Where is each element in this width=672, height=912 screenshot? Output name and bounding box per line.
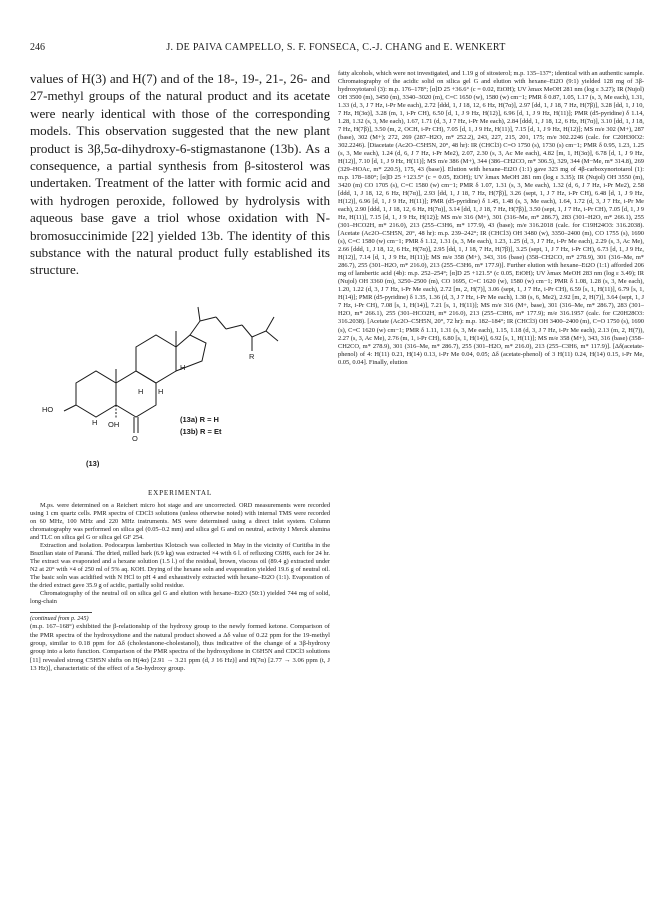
compound-label-13b: (13b) R = Et — [180, 426, 222, 436]
left-column — [30, 70, 330, 673]
atom-label-ho: HO — [42, 404, 54, 414]
atom-label-o: O — [132, 433, 138, 443]
experimental-paragraph-1: M.ps. were determined on a Reichert micro hot stage and are uncorrected. ORD measurements were recorded using 1 cm quartz cells. PMR spectra of CDCl3 solutions (unless otherwise noted) with internal TMS were recorded on 60 MHz, 100 MHz and 220 MHz instruments. MS were determined using a direct inlet system. Column chromatography was performed on silica gel (0.05–0.2 mm) and silica gel G and on neutral, activity I Merck alumina and TLC on silica gel G or silica gel GF 254. — [30, 501, 330, 542]
continued-from-note: (continued from p. 245) — [30, 612, 92, 622]
atom-label-r: R — [249, 351, 255, 361]
right-column — [338, 70, 644, 367]
experimental-paragraph-2: Extraction and isolation. Podocarpus lambertius Klotzsch was collected in May in the vicinity of Curitiba in the Brazilian state of Paraná. The dried, milled bark (6.9 kg) was extracted ×4 with 6 l. of refluxing C6H6, each for 24 hr. The extract was evaporated and a hexane solution (1.5 l.) of the residual, brown, viscous oil (89.4 g) extracted under N2 at 20° with ×4 of 250 ml of 5% aq. KOH. Drying of the hexane soln and evaporation yielded 19.6 g of neutral oil. The basic soln was acidified with N HCl to pH 4 and exhaustively extracted with hexane–Et2O (1:1). Evaporation of the dried extract gave 35.9 g of acidic, partially solid residue. — [30, 542, 330, 590]
right-column-text: fatty alcohols, which were not investigated, and 1.19 g of sitosterol; m.p. 135–137°; identical with an authentic sample. Chromatography of the acidic solid on silica gel G and elution with hexane–Et2O (9:1) yielded 128 mg of 3β-hydroxytotarol (3): m.p. 176–178°; [α]D 25 +36.6° (c = 0.02, EtOH); UV λmax MeOH 281 nm (log ε 3.27); IR (Nujol) OH 3500 (m), 3450 (m), 3340–3020 (m), C=C 1650 (w), 1580 (w) cm−1; PMR δ 0.87, 1.05, 1.17 (s, 3, Me each), 1.31, 1.33 (d, 3, J 7 Hz, i-Pr Me each), 2.72 [ddd, 1, J 18, 12, 6 Hz, H(7α)], 2.97 [dd, 1, J 18, 7 Hz, H(7β)], 3.28 [dd, 1, J 10, 7 Hz, H(3α)], 3.28 (m, 1, i-Pr CH), 6.50 [d, 1, J 9 Hz, H(12)], 6.96 [d, 1, J 9 Hz, H(11)]; PMR (d5-pyridine) δ 1.14, 1.28, 1.32 (s, 3, Me each), 1.67, 1.71 (d, 3, J 7 Hz, i-Pr Me each), 2.84 [ddd, 1, J 18, 12, 6 Hz, H(7α)], 3.10 [dd, 1, J 18, 7 Hz, H(7β)], 3.50 (m, 2, OCH, i-Pr CH), 7.05 [d, 1, J 9 Hz, H(11)], 7.15 [d, 1, J 9 Hz, H(12)]; MS m/e 302 (M+), 287 (base), 302 (M+); 272, 269 (287–H2O, m* 252.2), 243, 227, 215, 201, 175; m/e 302.2246 (calc. for C20H30O2: 302.2246). [Diacetate (Ac2O–C5H5N, 20°, 48 hr): IR (CHCl3) C=O 1750 (s), 1730 (s) cm−1; PMR δ 0.95, 1.23, 1.25 (s, 3, Me each), 1.24 (d, 6, J 7 Hz, i-Pr Me2), 2.07, 2.30 (s, 3, Ac Me each), 4.82 [m, 1, H(3α)], 6.78 [d, 1, J 9 Hz, H(12)], 7.10 [d, 1, J 9 Hz, H(11)]; MS m/e 386 (M+), 344 (386–CH2CO, m* 306.5), 329, 344 (M−Me, m* 314.8), 269 (329–HOAc, m* 220.5), 175, 43 (base)]. Elution with hexane–Et2O (1:1) gave 323 mg of 4β-carboxynortotarol (1): m.p. 178–180°; [α]D 25 +123.5° (c = 0.05, EtOH); UV λmax MeOH 281 nm (log ε 3.35); IR (Nujol) OH 3550 (m), 3420 (m) CO 1705 (s), C=C 1580 (w) cm−1; PMR δ 1.07, 1.31 (s, 3, Me each), 1.32 (d, 6, J 7 Hz, i-Pr Me2), 2.58 [ddd, 1, J 18, 12, 6 Hz, H(7α)], 2.93 [dd, 1, J 18, 7 Hz, H(7β)], 3.26 (sept, 1, J 7 Hz, i-Pr CH), 6.48 [d, 1, J 9 Hz, H(12)], 6.96 [d, 1, J 9 Hz, H(11)]; PMR (d5-pyridine) δ 1.45, 1.48 (s, 3, Me each), 1.64, 1.72 (d, 3, J 7 Hz, i-Pr Me each), 2.90 [ddd, 1, J 18, 12, 6 Hz, H(7α)], 3.14 [dd, 1, J 18, 7 Hz, H(7β)], 3.50 (sept, 1, J 7 Hz, i-Pr CH), 7.05 [d, 1, J 9 Hz, H(11)], 7.15 [d, 1, J 9 Hz, H(12)]; MS m/e 316 (M+), 301 (316–Me, m* 286.7), 283 (301–H2O, m* 266.1), 255 (301–HCO2H, m* 216.0), 213 (255–C3H6, m* 177.9), 43 (base); m/e 316.2018 (calc. for C19H24O3: 316.2038). [Acetate (Ac2O–C5H5N, 20°, 48 hr): m.p. 239–242°; IR (CHCl3) OH 3480 (w), 3350–2400 (m), CO 1755 (s), 1690 (s), C=C 1580 (w) cm−1; PMR δ 1.12, 1.31 (s, 3, Me each), 1.23, 1.25 (d, 3, J 7 Hz, i-Pr Me each), 2.29 (s, 3, Ac Me), 2.66 [ddd, 1, J 18, 12, 6 Hz, H(7α)], 2.95 [dd, 1, J 18, 7 Hz, H(7β)], 3.25 (sept, 1, J 7 Hz, i-Pr CH), 6.73 [d, 1, J 9 Hz, H(12)], 7.14 [d, 1, J 9 Hz, H(11)]; MS m/e 358 (M+), 343, 316 (base) (358–CH2CO, m* 278.9), 301 (316–Me, m* 286.7), 255 (301–H2O, m* 216.0), 213 (255–C3H6, m* 177.9)]. Further elution with hexane–Et2O (1:1) afforded 206 mg of lambertic acid (4b): m.p. 252–254°; [α]D 25 +121.5° (c 0.05, EtOH); UV λmax MeOH 283 nm (log ε 3.49); IR (Nujol) OH 3360 (m), 3250–2500 (m), CO 1695, C=C 1620 (w), 1580 (w) cm−1; PMR δ 1.08, 1.28 (s, 3, Me each), 1.20, 1.22 (d, 3, J 7 Hz, i-Pr Me each), 2.72 [m, 2, H(7)], 3.06 (sept, 1, J 7 Hz, i-Pr CH), 6.59 [s, 1, H(11)], 6.79 [s, 1, H(14)]; PMR (d5-pyridine) δ 1.35, 1.36 (d, 3, J 7 Hz, i-Pr Me each), 1.38 (s, 6, Me2), 2.92 [m, 2, H(7)], 3.64 (sept, 1, J 7 Hz, i-Pr CH), 7.08 [s, 1, H(14)], 7.21 [s, 1, H(11)]; MS m/e 316 (M+, base), 301 (316–Me, m* 286.7), 283 (301–H2O, m* 266.1), 255 (301–HCO2H, m* 216.0), 213 (255–C3H6, m* 177.9); m/e 316.1957 (calc. for C20H28O3: 316.2038). [Acetate (Ac2O–C5H5N, 20°, 72 hr): m.p. 182–184°; IR (CHCl3) OH 3400–2400 (m), C=O 1750 (s), 1690 (s), C=C 1620 (w) cm−1; PMR δ 1.11, 1.31 (s, 3, Me each), 1.15, 1.18 (d, 3, J 7 Hz, i-Pr Me each), 2.13 (m, 2, H(7)), 2.27 (s, 3, Ac Me), 2.76 (m, 1, i-Pr CH), 6.80 [s, 1, H(14)], 6.92 [s, 1, H(11)]; MS m/e 358 (M+), 343, 316 (base) (358–CH2CO, m* 278.9), 301 (316–Me, m* 286.7), 255 (301–H2O, m* 216.0), 213 (255–C3H6, m* 117.9)]. [Δδ(acetate-phenol) of 4: H(11) 0.21, H(14) 0.13, i-Pr Me 0.04, 0.05; Δδ (acetate-phenol) of 3 H(11) 0.24, H(14) 0.15, i-Pr Me, 0.05, 0.04]. Finally, elution — [338, 70, 644, 366]
steroid-structure-drawing — [30, 287, 330, 483]
atom-label-h-mid2: H — [158, 386, 164, 396]
page-header — [30, 42, 642, 58]
structure-figure-13 — [30, 287, 330, 483]
running-head: J. DE PAIVA CAMPELLO, S. F. FONSECA, C.-J. CHANG and E. WENKERT — [166, 42, 506, 53]
page-number: 246 — [30, 42, 45, 53]
continued-text: (m.p. 167–168°) exhibited the β-relationship of the hydroxy group to the newly formed ketone. Comparison of the PMR spectra of the hydroxydione and the natural product showed a Δδ value of 0.22 ppm for the 19-methyl group, similar to 0.18 ppm for Δδ (cholestanone-cholestanol), thus indicative of the change of a 3β-hydroxy group into a keto function. Comparison of the PMR spectra of the hydroxydione in C6H5N and CDCl3 solutions [11] revealed strong C5H5N shifts on H(4α) [2.91 → 3.21 ppm (d, J 16 Hz)] and H(7α) [2.77 → 3.06 ppm (t, J 13 Hz)], characteristic of the effect of a 5α-hydroxy group. — [30, 623, 330, 672]
section-title-experimental: EXPERIMENTAL — [147, 488, 213, 497]
atom-label-h-left: H — [92, 417, 98, 427]
atom-label-oh: OH — [108, 419, 120, 429]
ring-a — [76, 371, 116, 417]
experimental-text — [30, 502, 330, 607]
compound-label-13a: (13a) R = H — [180, 414, 219, 424]
atom-label-h-right: H — [180, 362, 186, 372]
atom-label-h-mid1: H — [138, 386, 144, 396]
ring-b — [116, 371, 156, 417]
compound-number: (13) — [86, 458, 100, 468]
experimental-paragraph-3: Chromatography of the neutral oil on silica gel G and elution with hexane–Et2O (50:1) yielded 744 mg of solid, long-chain — [30, 590, 330, 606]
ring-c — [136, 335, 176, 383]
lead-paragraph: values of H(3) and H(7) and of the 18-, 19-, 21-, 26- and 27-methyl groups of the natural product and its acetate were nearly identical with those of the corresponding models. This observation suggested that the new plant product is 3β,5α-dihydroxy-6-stigmastanone (13b). As a consequence, a partial synthesis from β-sitosterol was undertaken. Treatment of the latter with formic acid and with hydrogen peroxide, followed by hydrolysis with aqueous base gave a triol whose oxidation with N-bromosuccinimide [22] yielded 13b. The identity of this substance with the natural product fully established its structure. — [30, 71, 330, 278]
